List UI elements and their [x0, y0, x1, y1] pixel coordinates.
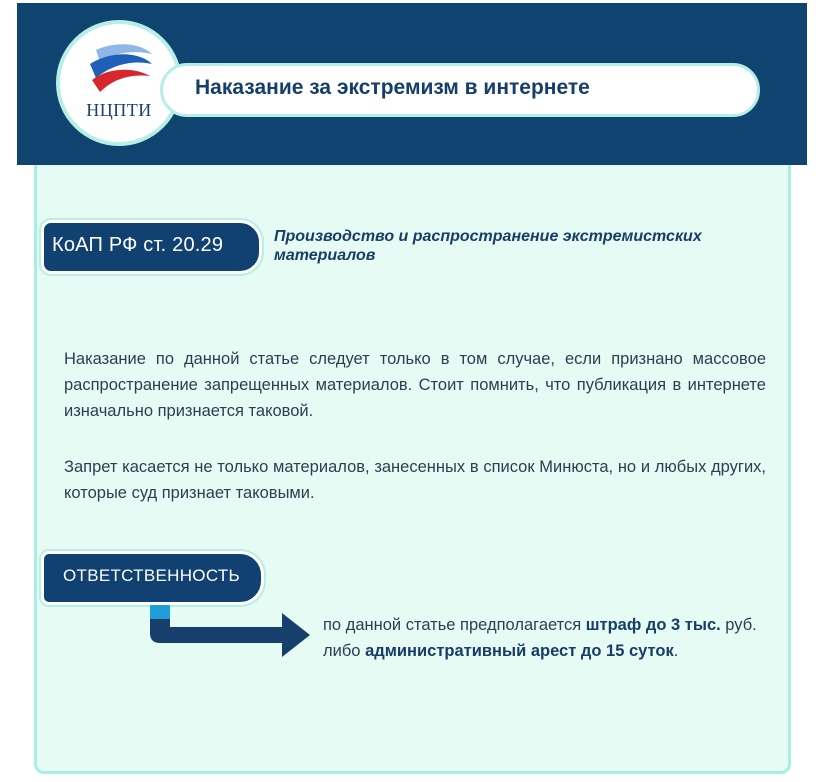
penalty-fine: штраф до 3 тыс.	[585, 616, 721, 634]
page-title: Наказание за экстремизм в интернете	[195, 76, 590, 99]
article-badge-label: КоАП РФ ст. 20.29	[52, 234, 224, 256]
article-subtitle: Производство и распространение экстремистских материалов	[274, 228, 702, 264]
arrow-right-icon	[150, 605, 320, 661]
responsibility-badge-label: ОТВЕТСТВЕННОСТЬ	[63, 566, 240, 585]
paragraph-1: Наказание по данной статье следует только в том случае, если признано массовое распространение запрещенных материалов. Стоит помнить, что публикация в интернете изначально признается таковой.	[64, 350, 766, 420]
logo-text: НЦПТИ	[86, 100, 152, 120]
paragraph-2: Запрет касается не только материалов, занесенных в список Минюста, но и любых других, которые суд признает таковыми.	[64, 458, 766, 502]
penalty-text-part1: по данной статье предполагается	[323, 616, 586, 634]
penalty-text-part2: руб. либо	[323, 616, 757, 660]
penalty-text-end: .	[673, 642, 679, 660]
penalty-text	[323, 612, 773, 664]
penalty-arrest: административный арест до 15 суток	[365, 642, 674, 660]
